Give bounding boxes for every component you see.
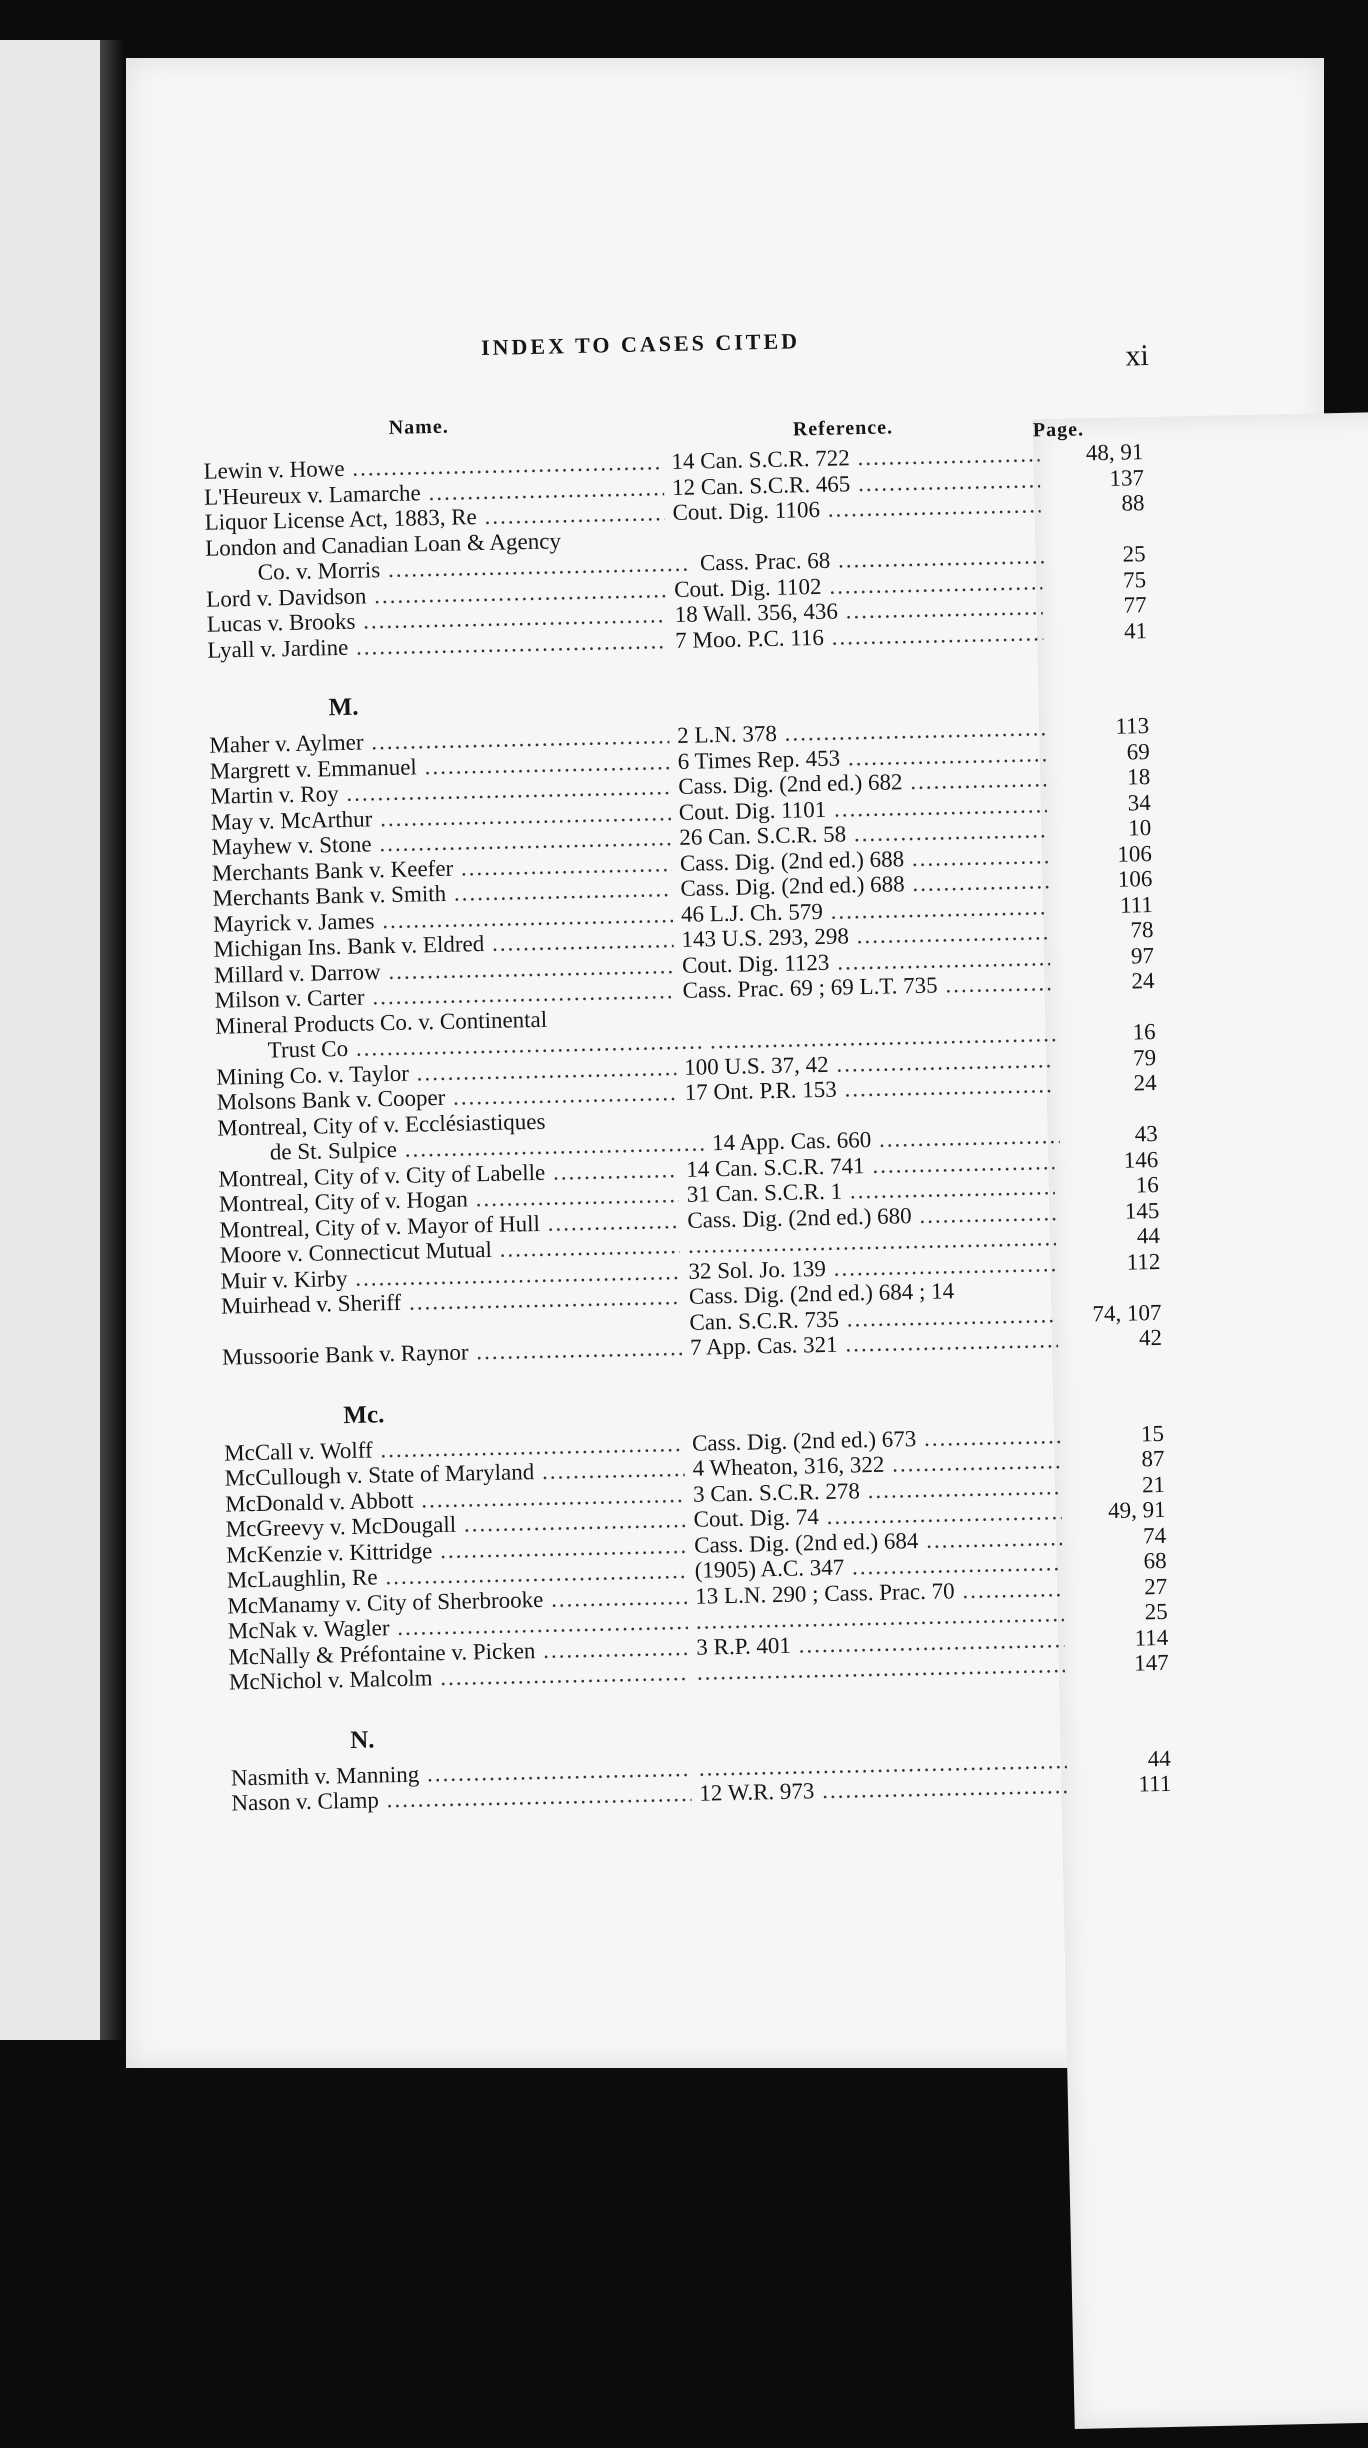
case-reference-text: Cass. Dig. (2nd ed.) 684 .....	[694, 1525, 1062, 1558]
case-page-number: 18	[1126, 764, 1151, 790]
column-header-page: Page.	[1033, 394, 1368, 2429]
case-reference-text: Cass. Dig. (2nd ed.) 682 .....	[678, 766, 1046, 799]
case-page-number: 34	[1127, 789, 1151, 816]
case-name-text: Montreal, City of v. Ecclésiastiques	[217, 1108, 546, 1141]
case-page-number: 88	[1121, 490, 1145, 516]
case-name-text: McCall v. Wolff .....	[224, 1430, 684, 1465]
case-page-number: 75	[1122, 566, 1147, 593]
case-page-number: 97	[1130, 942, 1155, 968]
case-reference-text: 100 U.S. 37, 42 .....	[684, 1047, 1052, 1080]
case-page-number: 16	[1132, 1019, 1156, 1045]
case-reference-text: 7 App. Cas. 321 .....	[690, 1327, 1058, 1360]
case-name-text: Lucas v. Brooks .....	[207, 602, 667, 637]
case-page-number: 10	[1128, 815, 1152, 841]
case-reference-text: Cass. Dig. (2nd ed.) 688 .....	[680, 868, 1048, 901]
case-page-number: 113	[1115, 713, 1150, 739]
case-name-text: McNak v. Wagler .....	[228, 1609, 688, 1644]
case-name-text: McCullough v. State of Maryland .....	[224, 1456, 684, 1491]
case-page-number	[1041, 516, 1146, 544]
case-name-text: Maher v. Aylmer .....	[209, 723, 669, 758]
case-reference-text: 143 U.S. 293, 298 .....	[681, 919, 1049, 952]
case-reference-text: 4 Wheaton, 316, 322 .....	[692, 1448, 1060, 1481]
case-reference-text: 3 R.P. 401 .....	[696, 1627, 1064, 1660]
case-name-text: L'Heureux v. Lamarche .....	[204, 475, 664, 510]
case-page-number: 74	[1142, 1522, 1167, 1548]
case-reference-text: Cout. Dig. 74 .....	[693, 1499, 1061, 1532]
case-name-text: Mineral Products Co. v. Continental	[214, 1006, 548, 1039]
case-name-text: McDonald v. Abbott .....	[225, 1481, 685, 1516]
case-reference-text: Cout. Dig. 1106 .....	[672, 492, 1040, 525]
case-name-text: McLaughlin, Re .....	[227, 1558, 687, 1593]
case-name-text: Lord v. Davidson .....	[206, 577, 666, 612]
case-name-text: McNally & Préfontaine v. Picken .....	[228, 1634, 688, 1669]
case-name-text: Co. v. Morris .....	[257, 551, 692, 585]
case-name-text: Muir v. Kirby .....	[220, 1259, 680, 1294]
case-reference-text: 13 L.N. 290 ; Cass. Prac. 70 .....	[695, 1576, 1063, 1609]
case-reference-text: Cass. Dig. (2nd ed.) 684 ; 14	[688, 1278, 955, 1309]
case-page-number	[1051, 994, 1156, 1022]
case-name-text: Milson v. Carter .....	[214, 978, 674, 1013]
case-page-number: 79	[1132, 1044, 1157, 1070]
case-name-text: Lyall v. Jardine .....	[207, 628, 667, 663]
case-name-text: Michigan Ins. Bank v. Eldred .....	[213, 927, 673, 962]
case-page-number: 27	[1143, 1573, 1168, 1599]
case-reference-text: Cass. Dig. (2nd ed.) 688 .....	[680, 843, 1048, 876]
case-page-number: 74, 107	[1092, 1299, 1162, 1326]
case-reference-text: Cout. Dig. 1102 .....	[674, 569, 1042, 602]
case-name-text: Mayrick v. James .....	[213, 902, 673, 937]
page-number: xi	[1125, 338, 1150, 373]
adjacent-page-edge	[0, 40, 100, 2040]
case-reference-text: 14 App. Cas. 660 .....	[712, 1123, 1060, 1155]
case-name-text: de St. Sulpice .....	[270, 1130, 705, 1164]
case-page-number: 68	[1143, 1547, 1167, 1574]
case-name-text: McGreevy v. McDougall .....	[225, 1507, 685, 1542]
case-name-text: May v. McArthur .....	[211, 800, 671, 835]
section-heading: M.	[328, 693, 359, 722]
case-name-text: Nason v. Clamp .....	[231, 1781, 691, 1816]
case-name-text: Liquor License Act, 1883, Re .....	[204, 500, 664, 535]
case-page-number: 25	[1122, 541, 1146, 567]
case-name-text: Merchants Bank v. Keefer .....	[212, 851, 672, 886]
case-page-number: 21	[1141, 1471, 1166, 1497]
case-reference-text: 17 Ont. P.R. 153 .....	[684, 1072, 1052, 1105]
case-reference-text: Cass. Dig. (2nd ed.) 673 .....	[692, 1423, 1060, 1456]
case-reference-text: 14 Can. S.C.R. 741 .....	[686, 1149, 1054, 1182]
case-name-text: Martin v. Roy .....	[210, 774, 670, 809]
case-name-text: Mining Co. v. Taylor .....	[216, 1055, 676, 1090]
case-reference-text: 26 Can. S.C.R. 58 .....	[679, 817, 1047, 850]
case-page-number: 25	[1144, 1598, 1168, 1625]
case-reference-text: (1905) A.C. 347 .....	[694, 1550, 1062, 1583]
case-name-text: Montreal, City of v. Hogan .....	[219, 1182, 679, 1217]
case-page-number: 78	[1130, 917, 1154, 943]
case-name-text: Millard v. Darrow .....	[214, 953, 674, 988]
case-page-number: 112	[1126, 1248, 1161, 1275]
case-name-text: London and Canadian Loan & Agency	[204, 527, 562, 561]
case-name-text: Margrett v. Emmanuel .....	[210, 749, 670, 784]
case-reference-text: Cass. Dig. (2nd ed.) 680 .....	[687, 1200, 1055, 1233]
case-name-text: Mussoorie Bank v. Raynor .....	[222, 1335, 682, 1370]
case-reference-text: 6 Times Rep. 453 .....	[678, 741, 1046, 774]
case-page-number: 147	[1133, 1649, 1170, 1676]
case-reference-text: 14 Can. S.C.R. 722 .....	[671, 441, 1039, 474]
case-page-number: 43	[1134, 1120, 1158, 1147]
case-name-text: Montreal, City of v. City of Labelle .....	[218, 1157, 678, 1192]
case-reference-text: 32 Sol. Jo. 139 .....	[688, 1251, 1056, 1284]
case-page-number: 41	[1123, 617, 1148, 644]
case-page-number: 42	[1138, 1324, 1163, 1351]
case-reference-text: Cout. Dig. 1123 .....	[682, 945, 1050, 978]
case-name-text: Trust Co .....	[267, 1029, 702, 1063]
case-page-number: 44	[1147, 1745, 1172, 1771]
case-page-number: 24	[1133, 1069, 1157, 1096]
case-name-text: Montreal, City of v. Mayor of Hull .....	[219, 1208, 679, 1243]
case-page-number: 44	[1136, 1222, 1161, 1249]
case-reference-text: 7 Moo. P.C. 116 .....	[675, 620, 1043, 653]
case-reference-text: 31 Can. S.C.R. 1 .....	[687, 1174, 1055, 1207]
case-name-text: McNichol v. Malcolm .....	[229, 1660, 689, 1695]
case-page-number: 106	[1117, 840, 1153, 867]
case-page-number: 15	[1140, 1420, 1165, 1446]
case-page-number	[1053, 1095, 1158, 1123]
case-page-number: 69	[1126, 738, 1150, 765]
case-page-number: 48, 91	[1085, 439, 1144, 466]
section-heading: N.	[349, 1726, 375, 1754]
case-index-list	[203, 439, 1171, 1816]
case-page-number	[1057, 1274, 1162, 1302]
case-page-number: 49, 91	[1107, 1496, 1166, 1524]
case-reference-text: 12 W.R. 973 .....	[699, 1773, 1067, 1806]
case-name-text: Mayhew v. Stone .....	[211, 825, 671, 860]
book-page	[126, 58, 1324, 2068]
case-name-text: Nasmith v. Manning .....	[231, 1755, 691, 1790]
case-reference-text: 18 Wall. 356, 436 .....	[674, 594, 1042, 627]
case-name-text: Merchants Bank v. Smith .....	[212, 876, 672, 911]
case-page-number: 137	[1109, 464, 1145, 491]
case-page-number: 16	[1135, 1171, 1160, 1198]
case-page-number: 111	[1138, 1770, 1172, 1797]
case-reference-text: 2 L.N. 378 .....	[677, 715, 1045, 748]
case-reference-text: Cout. Dig. 1101 .....	[679, 792, 1047, 825]
case-page-number: 145	[1124, 1197, 1160, 1224]
case-page-number: 87	[1141, 1445, 1165, 1472]
case-name-text: McKenzie v. Kittridge .....	[226, 1532, 686, 1567]
case-page-number: 106	[1117, 866, 1153, 892]
case-page-number: 77	[1123, 592, 1147, 618]
case-name-text: Muirhead v. Sheriff .....	[221, 1284, 681, 1319]
case-page-number: 111	[1119, 891, 1154, 918]
case-page-number: 24	[1131, 968, 1155, 994]
case-name-text: Molsons Bank v. Cooper .....	[217, 1080, 677, 1115]
case-reference-text: Cass. Prac. 69 ; 69 L.T. 735 .....	[682, 970, 1050, 1003]
case-name-text: Lewin v. Howe .....	[203, 449, 663, 484]
column-header-reference: Reference.	[792, 416, 894, 441]
section-heading: Mc.	[343, 1400, 385, 1429]
case-reference-text: Cass. Prac. 68 .....	[700, 543, 1048, 575]
case-name-text: McManamy v. City of Sherbrooke .....	[227, 1583, 687, 1618]
case-reference-text: 12 Can. S.C.R. 465 .....	[672, 467, 1040, 500]
page-content	[105, 46, 1345, 2081]
case-reference-text: 3 Can. S.C.R. 278 .....	[693, 1474, 1061, 1507]
running-head: INDEX TO CASES CITED	[480, 328, 801, 360]
column-header-name: Name.	[388, 415, 449, 439]
case-name-text: Moore v. Connecticut Mutual .....	[220, 1233, 680, 1268]
case-reference-text: 46 L.J. Ch. 579 .....	[681, 894, 1049, 927]
case-reference-text: Can. S.C.R. 735 .....	[689, 1302, 1057, 1335]
case-page-number: 114	[1134, 1624, 1169, 1651]
case-page-number: 146	[1123, 1146, 1159, 1173]
